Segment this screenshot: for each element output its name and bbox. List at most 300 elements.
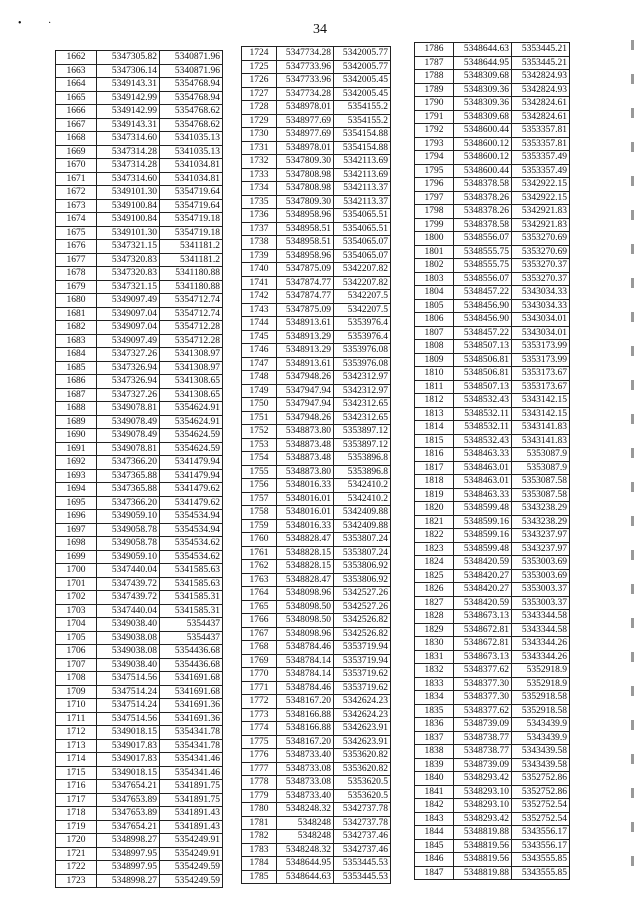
point-number: 1829 [415,623,454,637]
coord-y: 5341180.88 [160,280,223,294]
point-number: 1699 [56,550,97,564]
coord-y: 5354534.94 [160,510,223,524]
point-number: 1769 [242,654,277,668]
coord-y: 5342113.37 [334,195,391,209]
coord-x: 5347366.20 [97,456,160,470]
point-number: 1698 [56,537,97,551]
coord-y: 5353357.81 [512,137,570,151]
coord-x: 5348378.58 [454,178,512,192]
table-row [56,834,223,848]
coord-x: 5347808.98 [277,182,334,196]
coord-y: 5342113.69 [334,168,391,182]
coord-y: 5341479.62 [160,483,223,497]
point-number: 1813 [415,407,454,421]
point-number: 1741 [242,276,277,290]
coord-y: 5353173.67 [512,380,570,394]
coord-x: 5347326.94 [97,375,160,389]
point-number: 1828 [415,610,454,624]
coord-x: 5349143.31 [97,78,160,92]
table-row [56,280,223,294]
point-number: 1821 [415,515,454,529]
point-number: 1838 [415,745,454,759]
table-row [56,726,223,740]
coord-x: 5348819.56 [454,839,512,853]
coord-x: 5347734.28 [277,47,334,61]
coord-x: 5348248 [277,830,334,844]
coord-x: 5348599.16 [454,529,512,543]
coord-x: 5348600.12 [454,151,512,165]
coord-x: 5348998.27 [97,834,160,848]
coord-y: 5354249.91 [160,847,223,861]
point-number: 1770 [242,668,277,682]
coord-x: 5349078.49 [97,429,160,443]
coord-x: 5349018.15 [97,726,160,740]
table-row [415,542,570,556]
coord-y: 5342922.15 [512,191,570,205]
coord-y: 5341691.68 [160,685,223,699]
coord-x: 5347514.24 [97,685,160,699]
coord-x: 5349100.84 [97,199,160,213]
point-number: 1705 [56,631,97,645]
coord-x: 5348457.22 [454,326,512,340]
point-number: 1713 [56,739,97,753]
point-number: 1779 [242,789,277,803]
coord-x: 5348248.32 [277,843,334,857]
table-row [242,330,391,344]
coord-y: 5341691.36 [160,699,223,713]
coord-x: 5348873.80 [277,425,334,439]
coord-x: 5348506.81 [454,367,512,381]
coord-y: 5341691.36 [160,712,223,726]
point-number: 1671 [56,172,97,186]
table-row [415,596,570,610]
coord-x: 5348556.07 [454,272,512,286]
point-number: 1702 [56,591,97,605]
coord-y: 5354768.94 [160,78,223,92]
coord-y: 5352752.86 [512,772,570,786]
table-row [242,155,391,169]
coord-y: 5343034.33 [512,286,570,300]
coord-x: 5348784.14 [277,654,334,668]
point-number: 1712 [56,726,97,740]
point-number: 1693 [56,469,97,483]
coord-y: 5352918.9 [512,677,570,691]
coord-y: 5354712.74 [160,294,223,308]
coord-y: 5353896.8 [334,465,391,479]
point-number: 1780 [242,803,277,817]
coord-x: 5348958.51 [277,236,334,250]
coord-x: 5349058.78 [97,523,160,537]
point-number: 1837 [415,731,454,745]
point-number: 1679 [56,280,97,294]
coord-x: 5349078.81 [97,402,160,416]
coord-y: 5354719.18 [160,226,223,240]
coord-y: 5352918.58 [512,704,570,718]
table-row [56,658,223,672]
coord-y: 5342921.83 [512,218,570,232]
coord-x: 5348377.62 [454,704,512,718]
coord-y: 5353445.21 [512,56,570,70]
coord-y: 5354155.2 [334,101,391,115]
coord-x: 5349018.15 [97,766,160,780]
table-row [56,51,223,65]
point-number: 1805 [415,299,454,313]
coord-x: 5347314.60 [97,172,160,186]
table-row [242,249,391,263]
coord-y: 5354341.78 [160,726,223,740]
coord-x: 5347321.15 [97,240,160,254]
coord-x: 5348913.61 [277,357,334,371]
point-number: 1716 [56,780,97,794]
point-number: 1684 [56,348,97,362]
table-row [415,367,570,381]
coord-y: 5354065.07 [334,249,391,263]
point-number: 1822 [415,529,454,543]
point-number: 1695 [56,496,97,510]
coord-x: 5348463.33 [454,448,512,462]
coord-x: 5349017.83 [97,739,160,753]
coord-x: 5347314.28 [97,159,160,173]
table-row [56,699,223,713]
point-number: 1841 [415,785,454,799]
point-number: 1830 [415,637,454,651]
coord-y: 5343034.01 [512,313,570,327]
point-number: 1806 [415,313,454,327]
coord-y: 5343556.17 [512,839,570,853]
coord-x: 5347947.94 [277,384,334,398]
point-number: 1720 [56,834,97,848]
point-number: 1810 [415,367,454,381]
point-number: 1703 [56,604,97,618]
coord-y: 5342409.88 [334,506,391,520]
point-number: 1800 [415,232,454,246]
coord-y: 5342737.46 [334,830,391,844]
coord-y: 5342409.88 [334,519,391,533]
coord-y: 5353087.58 [512,475,570,489]
coord-x: 5349097.04 [97,307,160,321]
coord-y: 5341180.88 [160,267,223,281]
point-number: 1758 [242,506,277,520]
coord-y: 5354249.91 [160,834,223,848]
coord-x: 5349078.81 [97,442,160,456]
coord-x: 5348098.96 [277,627,334,641]
coord-x: 5347440.04 [97,564,160,578]
coord-x: 5348600.44 [454,164,512,178]
table-row [242,641,391,655]
point-number: 1718 [56,807,97,821]
coord-y: 5342312.65 [334,411,391,425]
table-row [56,348,223,362]
point-number: 1777 [242,762,277,776]
point-number: 1790 [415,97,454,111]
coord-y: 5342207.5 [334,290,391,304]
coord-y: 5353270.37 [512,259,570,273]
coord-x: 5348739.09 [454,718,512,732]
table-row [415,232,570,246]
coord-y: 5354624.59 [160,442,223,456]
coord-y: 5354712.28 [160,334,223,348]
point-number: 1761 [242,546,277,560]
coord-x: 5349058.78 [97,537,160,551]
table-row [242,74,391,88]
point-number: 1804 [415,286,454,300]
table-row [415,421,570,435]
point-number: 1719 [56,820,97,834]
coord-y: 5353719.62 [334,668,391,682]
coord-x: 5347809.30 [277,155,334,169]
point-number: 1803 [415,272,454,286]
point-number: 1710 [56,699,97,713]
coord-y: 5342005.77 [334,60,391,74]
coord-y: 5353620.82 [334,762,391,776]
table-row [56,267,223,281]
coord-x: 5349038.40 [97,658,160,672]
table-row [242,479,391,493]
table-row [415,340,570,354]
coord-y: 5353003.69 [512,569,570,583]
coord-x: 5348507.13 [454,380,512,394]
table-row [56,496,223,510]
coord-y: 5342824.93 [512,70,570,84]
table-row [415,799,570,813]
coord-x: 5348913.61 [277,317,334,331]
table-row [56,159,223,173]
coord-y: 5342624.23 [334,708,391,722]
table-row [56,591,223,605]
coord-x: 5348456.90 [454,313,512,327]
coord-x: 5347514.56 [97,712,160,726]
coord-y: 5353620.82 [334,749,391,763]
coord-y: 5343439.58 [512,745,570,759]
coord-y: 5343439.58 [512,758,570,772]
point-number: 1674 [56,213,97,227]
coord-x: 5347947.94 [277,398,334,412]
table-row [242,182,391,196]
table-row [56,172,223,186]
coord-x: 5348016.01 [277,492,334,506]
point-number: 1666 [56,105,97,119]
table-row [56,631,223,645]
table-row [242,303,391,317]
point-number: 1740 [242,263,277,277]
coord-x: 5348293.10 [454,785,512,799]
table-row [242,695,391,709]
point-number: 1819 [415,488,454,502]
coord-y: 5353806.92 [334,560,391,574]
coord-y: 5341691.68 [160,672,223,686]
coord-x: 5348167.20 [277,695,334,709]
table-row [56,118,223,132]
coord-y: 5352752.86 [512,785,570,799]
coord-y: 5341034.81 [160,172,223,186]
table-row [242,776,391,790]
coord-x: 5348016.33 [277,519,334,533]
point-number: 1754 [242,452,277,466]
coord-y: 5354341.46 [160,753,223,767]
point-number: 1757 [242,492,277,506]
point-number: 1742 [242,290,277,304]
coord-y: 5343344.58 [512,610,570,624]
coord-y: 5353087.58 [512,488,570,502]
table-row [56,253,223,267]
table-row [56,186,223,200]
coord-y: 5354624.91 [160,402,223,416]
table-row [415,623,570,637]
coord-y: 5352752.54 [512,812,570,826]
table-row [242,195,391,209]
table-row [242,425,391,439]
coord-y: 5354437 [160,618,223,632]
coord-y: 5342737.78 [334,816,391,830]
table-row [56,78,223,92]
point-number: 1746 [242,344,277,358]
point-number: 1676 [56,240,97,254]
coord-y: 5353719.94 [334,654,391,668]
point-number: 1784 [242,857,277,871]
point-number: 1773 [242,708,277,722]
table-row [242,357,391,371]
table-row [415,259,570,273]
coord-x: 5348248.32 [277,803,334,817]
coord-y: 5352918.58 [512,691,570,705]
coord-y: 5343344.58 [512,623,570,637]
coord-y: 5342737.46 [334,843,391,857]
coord-x: 5348873.48 [277,438,334,452]
point-number: 1752 [242,425,277,439]
point-number: 1744 [242,317,277,331]
table-row [415,448,570,462]
coord-x: 5347305.82 [97,51,160,65]
coord-y: 5353806.92 [334,573,391,587]
table-row [242,398,391,412]
coord-y: 5354624.91 [160,415,223,429]
coord-x: 5349142.99 [97,105,160,119]
coord-x: 5348309.68 [454,110,512,124]
coord-y: 5341585.31 [160,604,223,618]
point-number: 1745 [242,330,277,344]
coord-x: 5347734.28 [277,87,334,101]
point-number: 1664 [56,78,97,92]
table-row [242,276,391,290]
coord-x: 5348784.14 [277,668,334,682]
point-number: 1774 [242,722,277,736]
coord-x: 5348819.88 [454,826,512,840]
table-row [242,209,391,223]
table-row [242,614,391,628]
point-number: 1832 [415,664,454,678]
table-row [56,64,223,78]
table-row [56,334,223,348]
coord-y: 5341479.94 [160,469,223,483]
coord-y: 5353173.99 [512,353,570,367]
table-row [242,452,391,466]
point-number: 1783 [242,843,277,857]
point-number: 1826 [415,583,454,597]
point-number: 1835 [415,704,454,718]
coord-x: 5347733.96 [277,60,334,74]
table-row [415,151,570,165]
point-number: 1817 [415,461,454,475]
coord-x: 5348958.96 [277,209,334,223]
point-number: 1753 [242,438,277,452]
table-row [56,537,223,551]
table-row [415,191,570,205]
coord-x: 5348293.10 [454,799,512,813]
point-number: 1778 [242,776,277,790]
point-number: 1844 [415,826,454,840]
coord-y: 5342207.5 [334,303,391,317]
coord-y: 5341308.65 [160,388,223,402]
point-number: 1763 [242,573,277,587]
table-row [415,110,570,124]
coord-x: 5348556.07 [454,232,512,246]
point-number: 1846 [415,853,454,867]
coord-x: 5348913.29 [277,330,334,344]
table-row [415,677,570,691]
table-row [415,731,570,745]
coord-x: 5349038.08 [97,631,160,645]
point-number: 1809 [415,353,454,367]
coord-x: 5348378.26 [454,205,512,219]
coord-x: 5348599.48 [454,542,512,556]
coord-y: 5342737.78 [334,803,391,817]
point-number: 1735 [242,195,277,209]
coord-y: 5353357.49 [512,151,570,165]
point-number: 1797 [415,191,454,205]
table-row [242,749,391,763]
coord-y: 5354534.94 [160,523,223,537]
coord-y: 5354768.94 [160,91,223,105]
coord-y: 5341479.62 [160,496,223,510]
coord-y: 5353807.24 [334,533,391,547]
coord-x: 5347314.60 [97,132,160,146]
table-row [56,429,223,443]
point-number: 1811 [415,380,454,394]
point-number: 1687 [56,388,97,402]
point-number: 1706 [56,645,97,659]
point-number: 1680 [56,294,97,308]
table-row [242,816,391,830]
coord-x: 5347306.14 [97,64,160,78]
coord-x: 5349038.40 [97,618,160,632]
coord-y: 5354436.68 [160,645,223,659]
coord-y: 5353445.21 [512,43,570,57]
point-number: 1824 [415,556,454,570]
table-row [56,550,223,564]
coord-x: 5348463.01 [454,461,512,475]
coord-x: 5348248 [277,816,334,830]
coord-y: 5342922.15 [512,178,570,192]
coord-x: 5348819.88 [454,866,512,880]
coord-x: 5348958.51 [277,222,334,236]
table-row [415,664,570,678]
point-number: 1727 [242,87,277,101]
coord-y: 5342921.83 [512,205,570,219]
coord-x: 5348673.13 [454,610,512,624]
coord-x: 5348873.80 [277,465,334,479]
point-number: 1771 [242,681,277,695]
coord-y: 5342312.97 [334,371,391,385]
point-number: 1738 [242,236,277,250]
coord-x: 5348532.43 [454,434,512,448]
coord-x: 5348098.50 [277,600,334,614]
table-row [242,857,391,871]
point-number: 1795 [415,164,454,178]
coord-x: 5347321.15 [97,280,160,294]
table-row [56,226,223,240]
coord-x: 5347808.98 [277,168,334,182]
table-row [415,758,570,772]
